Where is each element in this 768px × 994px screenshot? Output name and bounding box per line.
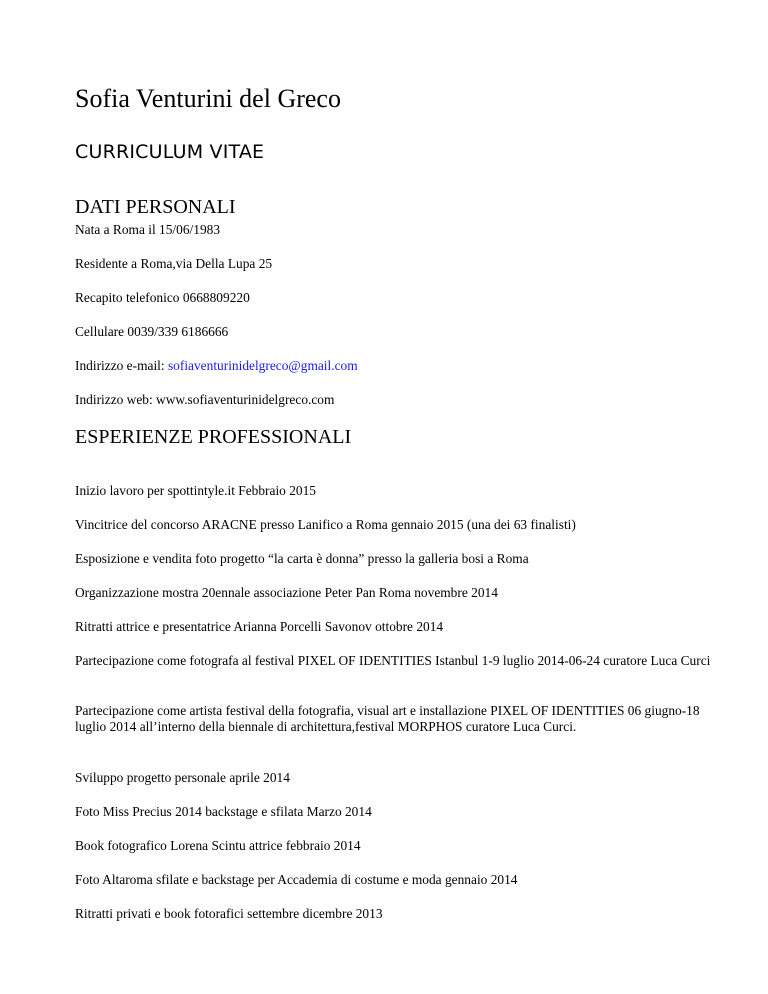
phone-info: Recapito telefonico 0668809220: [75, 290, 250, 305]
experience-item: Sviluppo progetto personale aprile 2014: [75, 770, 290, 785]
experience-item: Esposizione e vendita foto progetto “la carta è donna” presso la galleria bosi a Roma: [75, 551, 529, 566]
experience-item: Partecipazione come fotografa al festival PIXEL OF IDENTITIES Istanbul 1-9 luglio 2014-06-24 curatore Luca Curci: [75, 653, 711, 668]
experience-heading: ESPERIENZE PROFESSIONALI: [75, 426, 352, 448]
residence-info: Residente a Roma,via Della Lupa 25: [75, 256, 273, 271]
mobile-info: Cellulare 0039/339 6186666: [75, 324, 229, 339]
email-label: Indirizzo e-mail:: [75, 358, 168, 373]
email-link[interactable]: sofiaventurinidelgreco@gmail.com: [167, 358, 358, 373]
birth-info: Nata a Roma il 15/06/1983: [75, 222, 221, 237]
experience-item: Inizio lavoro per spottintyle.it Febbraio 2015: [75, 483, 316, 498]
experience-item: Organizzazione mostra 20ennale associazione Peter Pan Roma novembre 2014: [75, 585, 498, 600]
experience-item: Foto Altaroma sfilate e backstage per Accademia di costume e moda gennaio 2014: [75, 872, 518, 887]
experience-item: Partecipazione come artista festival della fotografia, visual art e installazione PIXEL OF IDENTITIES 06 giugno-18 luglio 2014 all’interno della biennale di architettura,festival MORPHOS curatore Luca Curci.: [75, 703, 700, 734]
experience-item: Ritratti attrice e presentatrice Arianna Porcelli Savonov ottobre 2014: [75, 619, 444, 634]
document-title: CURRICULUM VITAE: [75, 141, 265, 163]
experience-item: Book fotografico Lorena Scintu attrice febbraio 2014: [75, 838, 361, 853]
web-info: Indirizzo web: www.sofiaventurinidelgreco.com: [75, 392, 335, 407]
experience-item: Foto Miss Precius 2014 backstage e sfilata Marzo 2014: [75, 804, 372, 819]
experience-item: Vincitrice del concorso ARACNE presso Lanifico a Roma gennaio 2015 (una dei 63 finalisti): [75, 517, 576, 532]
author-name: Sofia Venturini del Greco: [75, 84, 341, 113]
personal-data-heading: DATI PERSONALI: [75, 196, 236, 218]
experience-item: Ritratti privati e book fotorafici settembre dicembre 2013: [75, 906, 383, 921]
email-info: [75, 358, 358, 374]
